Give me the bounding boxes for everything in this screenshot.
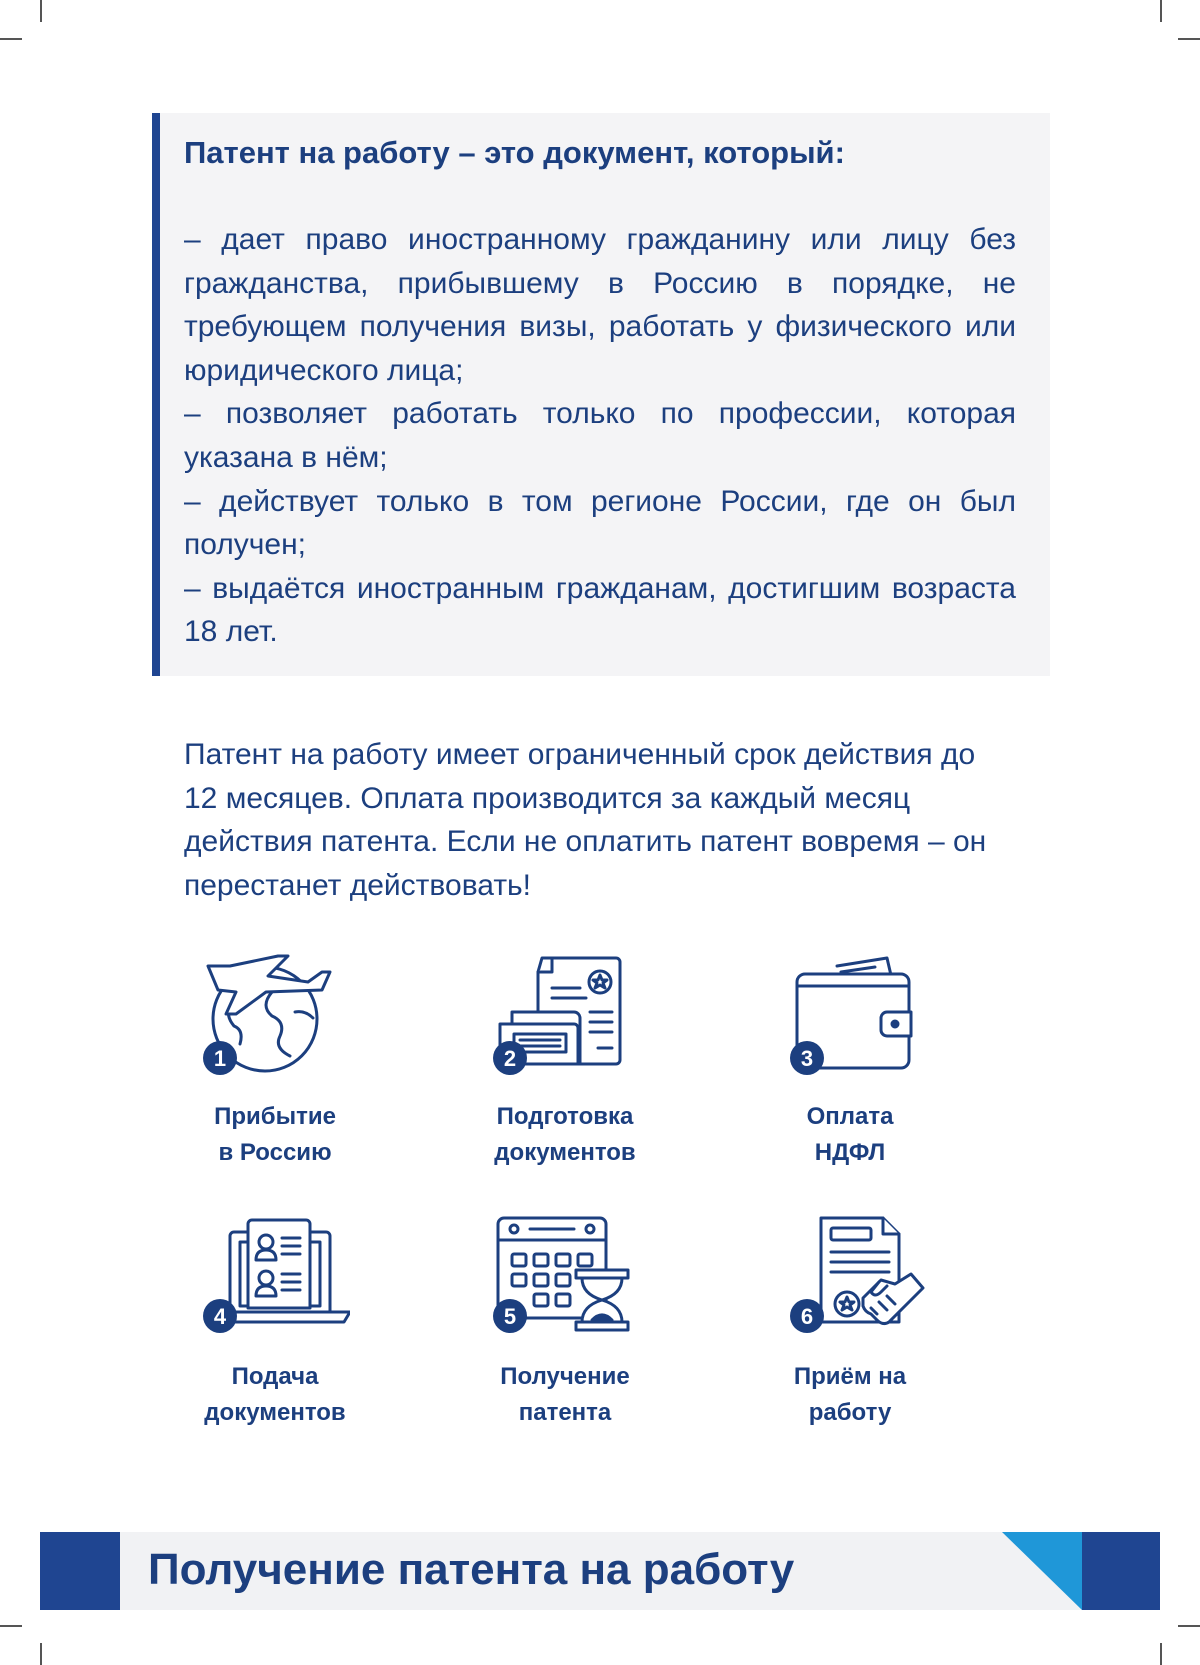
info-bullet: – действует только в том регионе России, где он был получен; — [184, 484, 1016, 562]
info-accent-bar — [152, 113, 160, 676]
step-number: 2 — [503, 1046, 517, 1071]
step-label — [140, 1099, 410, 1171]
crop-mark — [0, 38, 22, 40]
laptop-profiles-icon — [200, 1212, 350, 1337]
step-number: 3 — [800, 1046, 814, 1071]
step-label-line: Подготовка — [496, 1103, 634, 1130]
crop-mark — [40, 1643, 42, 1665]
step-number: 1 — [213, 1046, 227, 1071]
step-number: 6 — [800, 1304, 814, 1329]
step-label-line: в Россию — [218, 1139, 332, 1166]
step-label-line: документов — [204, 1399, 346, 1426]
validity-paragraph: Патент на работу имеет ограниченный срок действия до 12 месяцев. Оплата производится за каждый месяц действия патента. Если не оплатить патент вовремя – он перестанет действовать! — [184, 738, 987, 902]
step-label-line: патента — [518, 1399, 612, 1426]
crop-mark — [1160, 0, 1162, 22]
info-box — [152, 113, 1050, 676]
info-bullet: – позволяет работать только по профессии, которая указана в нём; — [184, 397, 1016, 474]
step-label-line: Получение — [500, 1363, 630, 1390]
step-patent-receipt — [430, 1212, 700, 1431]
step-label-line: работу — [808, 1399, 892, 1426]
footer-title: Получение патента на работу — [148, 1545, 795, 1594]
step-label-line: НДФЛ — [814, 1139, 886, 1166]
plane-globe-icon — [200, 952, 350, 1077]
step-label — [430, 1359, 700, 1431]
step-documents-preparation — [430, 952, 700, 1171]
info-bullet: – дает право иностранному гражданину или лицу без гражданства, прибывшему в Россию в порядке, не требующем получения визы, работать у физического или юридического лица; — [184, 223, 1016, 387]
crop-mark — [1178, 38, 1200, 40]
step-label — [715, 1099, 985, 1171]
crop-mark — [0, 1625, 22, 1627]
contract-handshake-icon — [775, 1212, 925, 1337]
step-label — [715, 1359, 985, 1431]
step-label-line: Прибытие — [214, 1103, 336, 1130]
info-content — [184, 133, 1016, 654]
documents-icon — [490, 952, 640, 1077]
step-documents-submission — [140, 1212, 410, 1431]
info-bullet: – выдаётся иностранным гражданам, достигшим возраста 18 лет. — [184, 571, 1016, 649]
step-label-line: Оплата — [806, 1103, 894, 1130]
calendar-hourglass-icon — [490, 1212, 640, 1337]
wallet-icon — [775, 952, 925, 1077]
step-employment — [715, 1212, 985, 1431]
step-number: 4 — [213, 1304, 227, 1329]
step-label-line: Подача — [231, 1363, 319, 1390]
crop-mark — [1160, 1643, 1162, 1665]
footer-accent-square — [40, 1532, 120, 1610]
crop-mark — [1178, 1625, 1200, 1627]
footer-accent-triangles — [1002, 1532, 1160, 1610]
step-label-line: документов — [494, 1139, 636, 1166]
info-title: Патент на работу – это документ, который: — [184, 135, 845, 170]
crop-mark — [40, 0, 42, 22]
step-tax-payment — [715, 952, 985, 1171]
step-label — [430, 1099, 700, 1171]
step-label-line: Приём на — [793, 1363, 907, 1390]
step-number: 5 — [503, 1304, 517, 1329]
step-label — [140, 1359, 410, 1431]
step-arrival — [140, 952, 410, 1171]
